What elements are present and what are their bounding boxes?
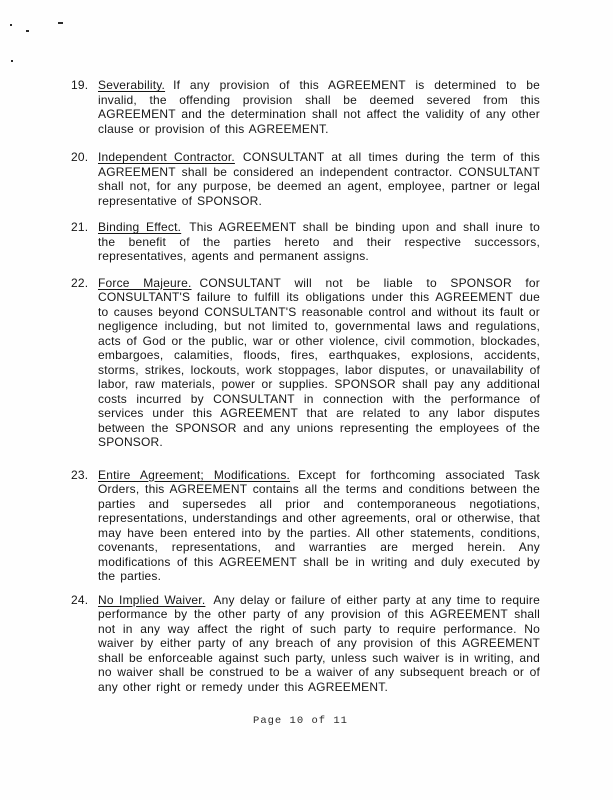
clause-number: 20. [71, 150, 89, 164]
scan-speck [26, 30, 29, 32]
clause-text [98, 220, 540, 264]
clause-body: Any delay or failure of either party at any time to require performance by the other party of any provision of this AGREEMENT shall not in any way affect the right of such party to require performance. No waiver by either party of any breach of any provision of this AGREEMENT shall be enforceable against such party, unless such waiver is in writing, and no waiver shall be construed to be a waiver of any subsequent breach or of any other right or remedy under this AGREEMENT. [98, 592, 540, 694]
clause-heading: Entire Agreement; Modifications. [98, 467, 291, 482]
clause-body: CONSULTANT will not be liable to SPONSOR for CONSULTANT'S failure to fulfill its obligations under this AGREEMENT due to causes beyond CONSULTANT'S reasonable control and without its fault or negligence including, but not limited to, governmental laws and regulations, acts of God or the public, war or other violence, civil commotion, blockades, embargoes, calamities, floods, fires, earthquakes, explosions, accidents, storms, strikes, lockouts, work stoppages, labor disputes, or unavailability of labor, raw materials, power or supplies. SPONSOR shall pay any additional costs incurred by CONSULTANT in connection with the performance of services under this AGREEMENT that are related to any labor disputes between the SPONSOR and any unions representing the employees of the SPONSOR. [98, 275, 540, 449]
clause-19 [71, 78, 540, 136]
clause-heading: Independent Contractor. [98, 150, 235, 164]
clause-text [98, 468, 540, 584]
clause-body: This AGREEMENT shall be binding upon and shall inure to the benefit of the parties hereto and their respective successors, representatives, agents and permanent assigns. [98, 220, 540, 263]
clause-number: 24. [71, 592, 89, 607]
clause-heading: Force Majeure. [98, 275, 192, 290]
clause-body: Except for forthcoming associated Task Orders, this AGREEMENT contains all the terms and conditions between the parties and supersedes all prior and contemporaneous negotiations, representations, understandings and other agreements, oral or otherwise, that may have been entered into by the parties. All other statements, conditions, covenants, representations, and warranties are merged herein. Any modifications of this AGREEMENT shall be in writing and duly executed by the parties. [98, 467, 541, 583]
page-footer: Page 10 of 11 [253, 715, 348, 727]
clause-body: CONSULTANT at all times during the term of this AGREEMENT shall be considered an independent contractor. CONSULTANT shall not, for any purpose, be deemed an agent, employee, partner or legal representative of SPONSOR. [98, 150, 540, 208]
clause-text [98, 78, 540, 136]
scan-speck [10, 24, 12, 26]
clause-24 [71, 593, 540, 695]
clause-text [98, 150, 540, 208]
clause-23 [71, 468, 540, 584]
scan-speck [58, 22, 63, 24]
clause-heading: No Implied Waiver. [98, 592, 206, 607]
clause-20 [71, 150, 540, 208]
clause-number: 23. [71, 467, 89, 482]
clause-number: 22. [71, 275, 89, 290]
clause-text [98, 276, 540, 450]
clause-heading: Severability. [98, 78, 166, 92]
clause-21 [71, 220, 540, 264]
clause-heading: Binding Effect. [98, 220, 182, 234]
clause-text [98, 593, 540, 695]
clause-body: If any provision of this AGREEMENT is determined to be invalid, the offending provision shall be deemed severed from this AGREEMENT and the determination shall not affect the validity of any other clause or provision of this AGREEMENT. [98, 78, 540, 136]
scan-speck [11, 60, 13, 62]
clause-number: 21. [71, 220, 89, 234]
clause-number: 19. [71, 78, 89, 92]
clause-22 [71, 276, 540, 450]
